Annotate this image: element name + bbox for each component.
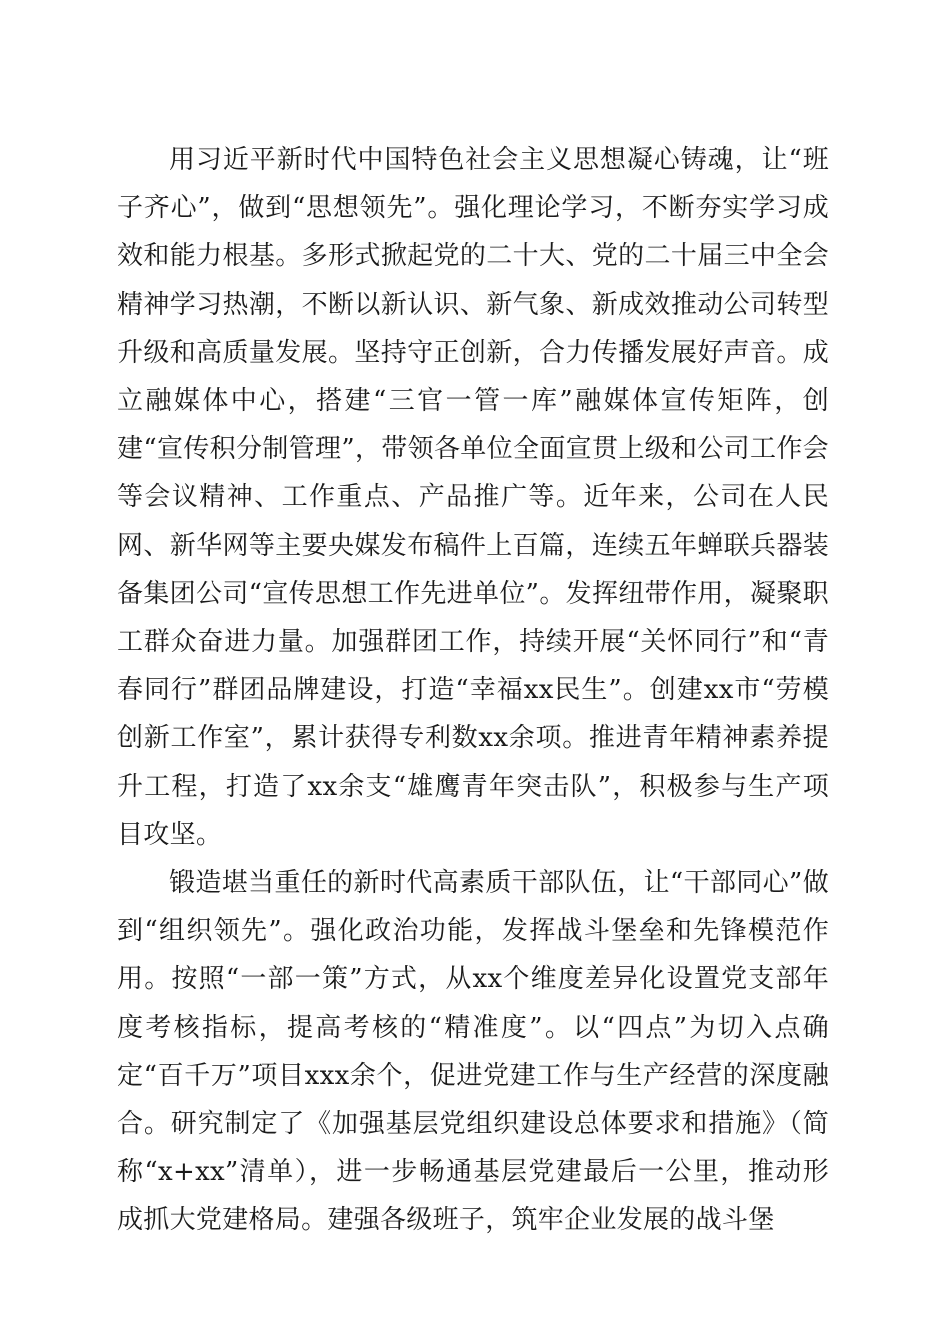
document-body	[117, 136, 829, 1245]
paragraph-organization: 锻造堪当重任的新时代高素质干部队伍，让“干部同心”做到“组织领先”。强化政治功能，发挥战斗堡垒和先锋模范作用。按照“一部一策”方式，从xx个维度差异化设置党支部年度考核指标，提高考核的“精准度”。以“四点”为切入点确定“百千万”项目xxx余个，促进党建工作与生产经营的深度融合。研究制定了《加强基层党组织建设总体要求和措施》（简称“x+xx”清单），进一步畅通基层党建最后一公里，推动形成抓大党建格局。建强各级班子，筑牢企业发展的战斗堡	[117, 868, 829, 1236]
paragraph-ideology: 用习近平新时代中国特色社会主义思想凝心铸魂，让“班子齐心”，做到“思想领先”。强化理论学习，不断夯实学习成效和能力根基。多形式掀起党的二十大、党的二十届三中全会精神学习热潮，不断以新认识、新气象、新成效推动公司转型升级和高质量发展。坚持守正创新，合力传播发展好声音。成立融媒体中心，搭建“三官一管一库”融媒体宣传矩阵，创建“宣传积分制管理”，带领各单位全面宣贯上级和公司工作会等会议精神、工作重点、产品推广等。近年来，公司在人民网、新华网等主要央媒发布稿件上百篇，连续五年蝉联兵器装备集团公司“宣传思想工作先进单位”。发挥纽带作用，凝聚职工群众奋进力量。加强群团工作，持续开展“关怀同行”和“青春同行”群团品牌建设，打造“幸福xx民生”。创建xx市“劳模创新工作室”，累计获得专利数xx余项。推进青年精神素养提升工程，打造了xx余支“雄鹰青年突击队”，积极参与生产项目攻坚。	[117, 145, 829, 850]
